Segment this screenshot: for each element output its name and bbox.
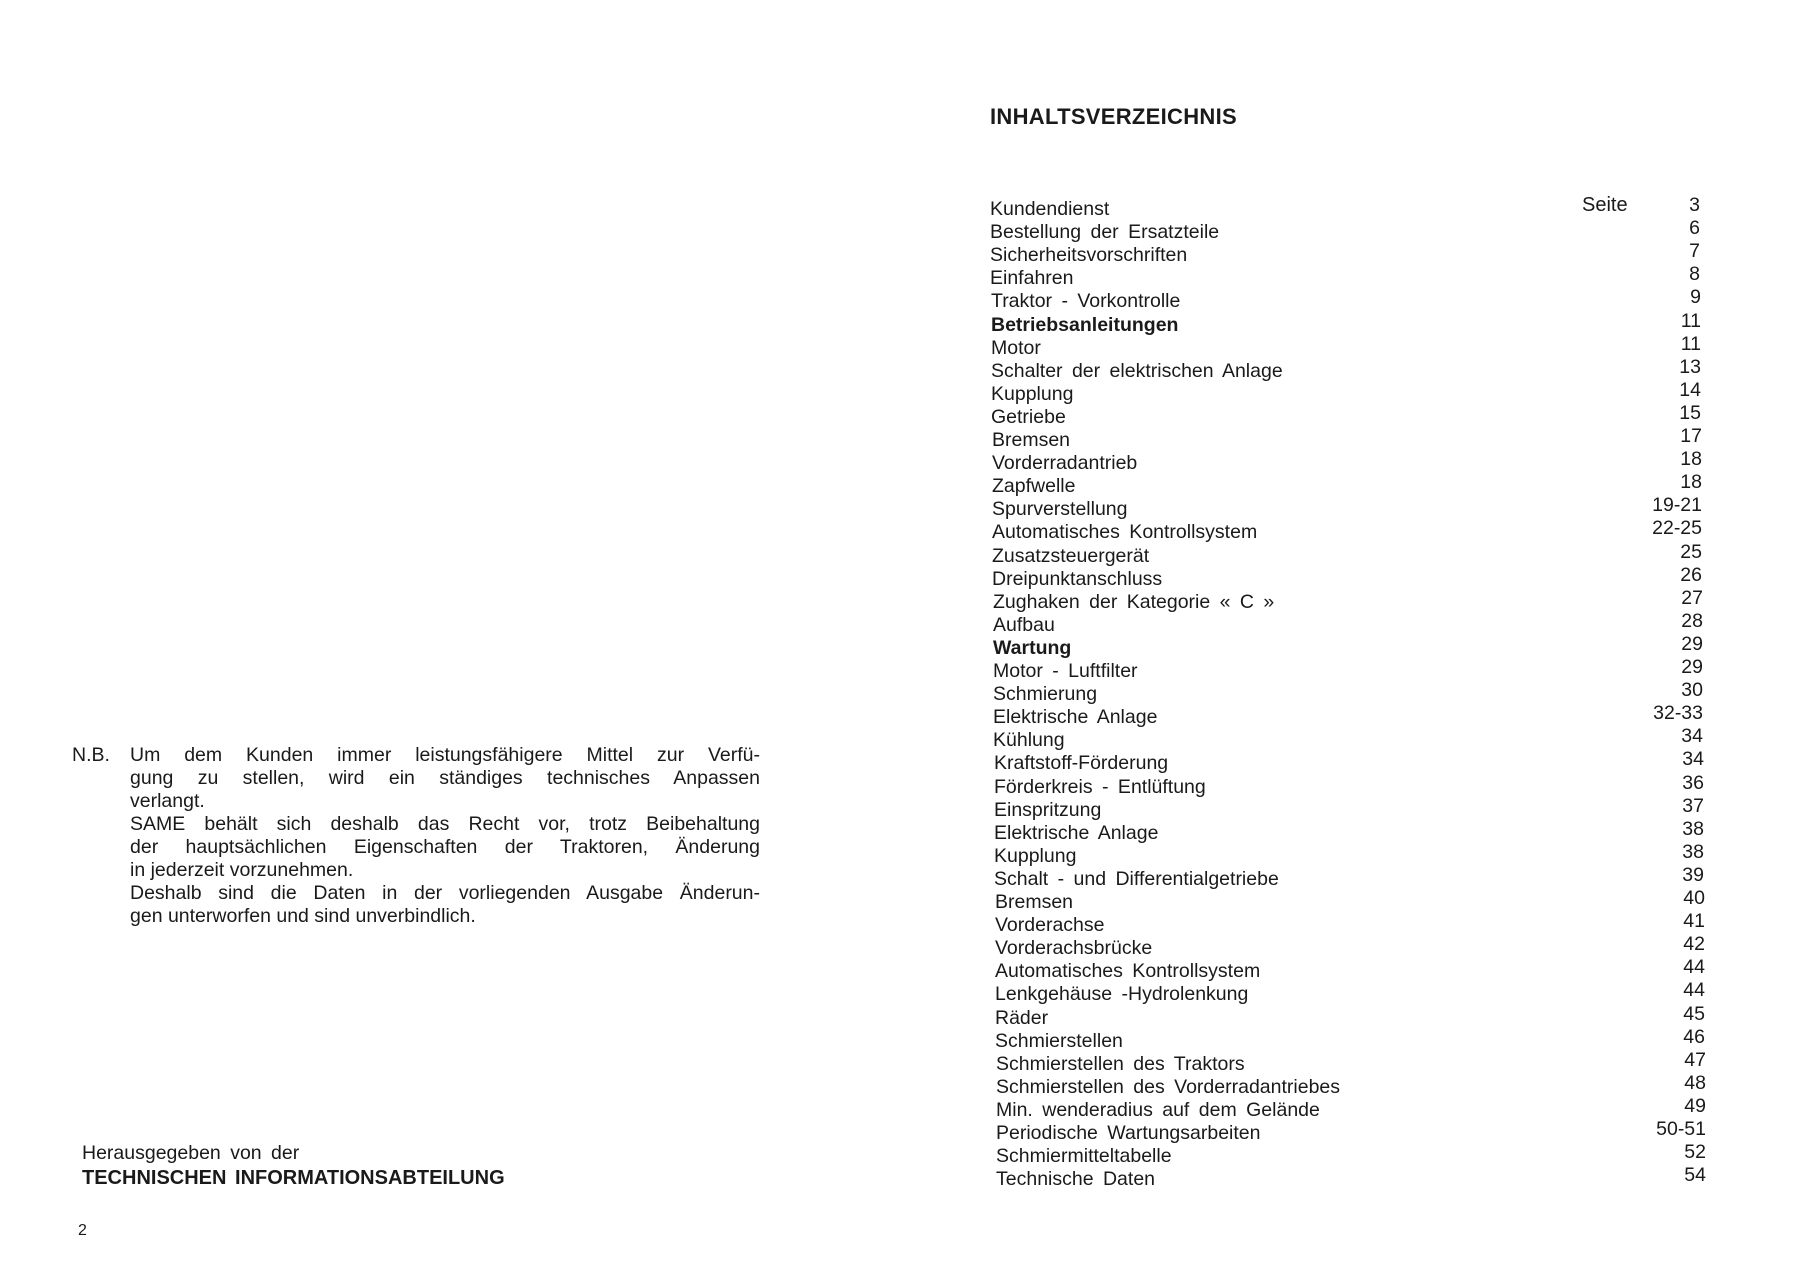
toc-entry (995, 979, 1705, 1006)
toc-entry-page: 37 (1682, 794, 1704, 817)
toc-entry-label: Vorderachsbrücke (995, 937, 1153, 960)
toc-entry-label: Aufbau (993, 613, 1055, 636)
toc-entry-page: 50-51 (1656, 1118, 1706, 1140)
toc-entry-label: Getriebe (991, 405, 1066, 428)
disclaimer-line: Deshalb sind die Daten in der vorliegenden Ausgabe Änderun- (130, 882, 760, 904)
toc-entry (996, 1071, 1706, 1099)
disclaimer-line: gung zu stellen, wird ein ständiges technisches Anpassen (130, 767, 760, 789)
toc-entry (995, 1025, 1705, 1053)
disclaimer-line: Um dem Kunden immer leistungsfähigere Mittel zur Verfü- (130, 744, 760, 766)
toc-entry-page: 18 (1680, 448, 1702, 471)
disclaimer-paragraph (130, 744, 760, 928)
toc-entry (995, 933, 1705, 960)
toc-entry-label: Elektrische Anlage (994, 821, 1159, 844)
toc-entry-label: Kupplung (994, 844, 1077, 867)
toc-entry (995, 910, 1705, 937)
toc-entry-label: Kupplung (991, 382, 1074, 405)
toc-entry (992, 563, 1702, 591)
toc-entry-label: Sicherheitsvorschriften (990, 244, 1188, 267)
toc-entry-label: Räder (995, 1006, 1049, 1029)
toc-entry (992, 494, 1702, 521)
toc-entry-page: 15 (1679, 401, 1701, 424)
toc-entry-page: 34 (1682, 748, 1704, 771)
toc-entry-page: 11 (1680, 332, 1701, 355)
disclaimer-line: der hauptsächlichen Eigenschaften der Traktoren, Änderung (130, 836, 760, 858)
toc-entry-page: 54 (1684, 1164, 1706, 1187)
toc-entry-label: Zusatzsteuergerät (992, 544, 1150, 567)
toc-entry-label: Bestellung der Ersatzteile (990, 221, 1220, 244)
toc-entry-label: Zapfwelle (992, 475, 1076, 498)
toc-entry-page: 26 (1680, 563, 1702, 586)
toc-entry-page: 44 (1683, 979, 1705, 1002)
toc-entry-page: 32-33 (1653, 702, 1703, 725)
toc-entry (995, 956, 1705, 983)
toc-entry (992, 425, 1702, 452)
publisher-line: Herausgegeben von der (82, 1142, 300, 1164)
toc-entry (994, 771, 1704, 799)
disclaimer-line: in jederzeit vorzunehmen. (130, 859, 354, 881)
toc-entry-page: 3 (1689, 194, 1700, 216)
toc-entry (995, 1002, 1705, 1030)
toc-entry-page: 30 (1681, 679, 1703, 702)
toc-entry-label: Schmierung (993, 683, 1098, 706)
toc-entry-label: Wartung (993, 636, 1072, 659)
toc-entry-label: Automatisches Kontrollsystem (992, 521, 1258, 544)
toc-entry-label: Zughaken der Kategorie « C » (993, 590, 1275, 613)
toc-entry (991, 309, 1701, 337)
toc-entry-page: 9 (1690, 286, 1701, 309)
toc-entry (996, 1118, 1706, 1145)
toc-entry-label: Einfahren (990, 267, 1074, 290)
toc-entry-page: 28 (1681, 609, 1703, 632)
toc-entry (992, 448, 1702, 475)
toc-entry-page: 14 (1679, 378, 1701, 401)
toc-entry-page: 22-25 (1652, 517, 1702, 540)
toc-entry (993, 632, 1703, 660)
toc-entry-page: 25 (1680, 540, 1702, 563)
toc-entry (991, 355, 1701, 383)
toc-entry-label: Schmierstellen des Vorderradantriebes (996, 1075, 1341, 1098)
toc-entry-page: 29 (1681, 656, 1703, 678)
toc-entry (990, 217, 1700, 244)
toc-entry-page: 17 (1680, 425, 1702, 447)
toc-entry-page: 45 (1683, 1002, 1705, 1025)
toc-entry (994, 840, 1704, 868)
toc-entry (993, 702, 1703, 729)
toc-entry-page: 27 (1681, 586, 1703, 609)
toc-entry-page: 38 (1682, 817, 1704, 840)
toc-entry (993, 656, 1703, 683)
toc-entry (991, 378, 1701, 406)
toc-entry-page: 41 (1683, 910, 1705, 933)
toc-entry-label: Bremsen (992, 429, 1071, 451)
toc-entry-page: 39 (1682, 863, 1704, 886)
toc-entry-label: Spurverstellung (992, 498, 1128, 521)
page-number: 2 (78, 1222, 87, 1239)
toc-entry (992, 517, 1702, 544)
disclaimer-line: gen unterworfen und sind unverbindlich. (130, 905, 476, 927)
toc-entry-label: Bremsen (995, 891, 1074, 913)
toc-entry (994, 794, 1704, 822)
toc-entry-page: 34 (1681, 725, 1703, 748)
toc-entry-label: Motor (991, 336, 1041, 359)
toc-entry-page: 18 (1680, 471, 1702, 494)
toc-entry (991, 332, 1701, 360)
toc-entry-label: Vorderachse (995, 914, 1105, 937)
toc-entry-page: 40 (1683, 887, 1705, 909)
toc-title: INHALTSVERZEICHNIS (990, 104, 1238, 129)
toc-entry (996, 1164, 1706, 1191)
toc-entry-label: Schmiermitteltabelle (996, 1145, 1172, 1168)
toc-entry (995, 887, 1705, 914)
toc-entry-label: Schalt - und Differentialgetriebe (994, 867, 1279, 890)
toc-entry-label: Förderkreis - Entlüftung (994, 775, 1206, 798)
toc-entry-page: 7 (1689, 240, 1700, 263)
toc-entry-page: 52 (1684, 1141, 1706, 1164)
toc-entry (993, 725, 1703, 752)
toc-entry-page: 8 (1689, 263, 1700, 286)
toc-entry-label: Kraftstoff-Förderung (994, 752, 1169, 775)
toc-entry-label: Schalter der elektrischen Anlage (991, 359, 1283, 382)
nb-label: N.B. (72, 744, 110, 766)
toc-entry-page: 42 (1683, 933, 1705, 956)
toc-entry-page: 44 (1683, 956, 1705, 979)
toc-entry (993, 609, 1703, 637)
toc-entry-page: 11 (1680, 309, 1701, 332)
toc-entry (992, 471, 1702, 498)
toc-entry-page: 49 (1684, 1094, 1706, 1117)
toc-entry (991, 401, 1701, 429)
toc-entry-page: 46 (1683, 1025, 1705, 1048)
toc-entry-label: Lenkgehäuse -Hydrolenkung (995, 983, 1249, 1006)
toc-entry-page: 19-21 (1652, 494, 1702, 517)
toc-entry-page: 38 (1682, 840, 1704, 863)
toc-entry-label: Vorderradantrieb (992, 452, 1138, 475)
toc-entry (994, 817, 1704, 845)
toc-entry-page: 6 (1689, 217, 1700, 240)
toc-entry (990, 194, 1700, 221)
toc-entry-label: Elektrische Anlage (993, 706, 1158, 729)
department-name: TECHNISCHEN INFORMATIONSABTEILUNG (82, 1167, 505, 1189)
toc-entry (994, 863, 1704, 891)
toc-entry-label: Traktor - Vorkontrolle (991, 290, 1181, 313)
toc-entry-page: 13 (1679, 355, 1701, 378)
toc-entry-label: Einspritzung (994, 798, 1102, 821)
toc-entry (993, 679, 1703, 706)
page-column-label: Seite (1582, 194, 1628, 216)
toc-entry-label: Periodische Wartungsarbeiten (996, 1122, 1261, 1144)
toc-entry-label: Motor - Luftfilter (993, 660, 1138, 682)
toc-entry-label: Kühlung (993, 729, 1065, 752)
toc-entry (991, 286, 1701, 313)
toc-entry-label: Schmierstellen (995, 1029, 1123, 1052)
toc-entry-label: Betriebsanleitungen (991, 313, 1179, 336)
toc-entry (996, 1141, 1706, 1168)
toc-entry (992, 540, 1702, 568)
disclaimer-line: SAME behält sich deshalb das Recht vor, trotz Beibehaltung (130, 813, 760, 835)
disclaimer-line: verlangt. (130, 790, 205, 812)
toc-entry (996, 1094, 1706, 1122)
toc-entry (994, 748, 1704, 775)
toc-entry-label: Automatisches Kontrollsystem (995, 960, 1261, 983)
toc-entry-label: Dreipunktanschluss (992, 567, 1163, 590)
toc-entry (990, 240, 1700, 267)
toc-entry (993, 586, 1703, 614)
toc-entry-label: Kundendienst (990, 198, 1110, 220)
toc-entry-page: 36 (1682, 771, 1704, 794)
toc-entry (990, 263, 1700, 290)
toc-entry-label: Schmierstellen des Traktors (996, 1052, 1245, 1075)
toc-entry-label: Min. wenderadius auf dem Gelände (996, 1098, 1320, 1121)
toc-entry (996, 1048, 1706, 1076)
toc-entry-page: 29 (1681, 632, 1703, 655)
toc-entry-page: 48 (1684, 1071, 1706, 1094)
toc-entry-page: 47 (1684, 1048, 1706, 1071)
toc-entry-label: Technische Daten (996, 1168, 1156, 1191)
